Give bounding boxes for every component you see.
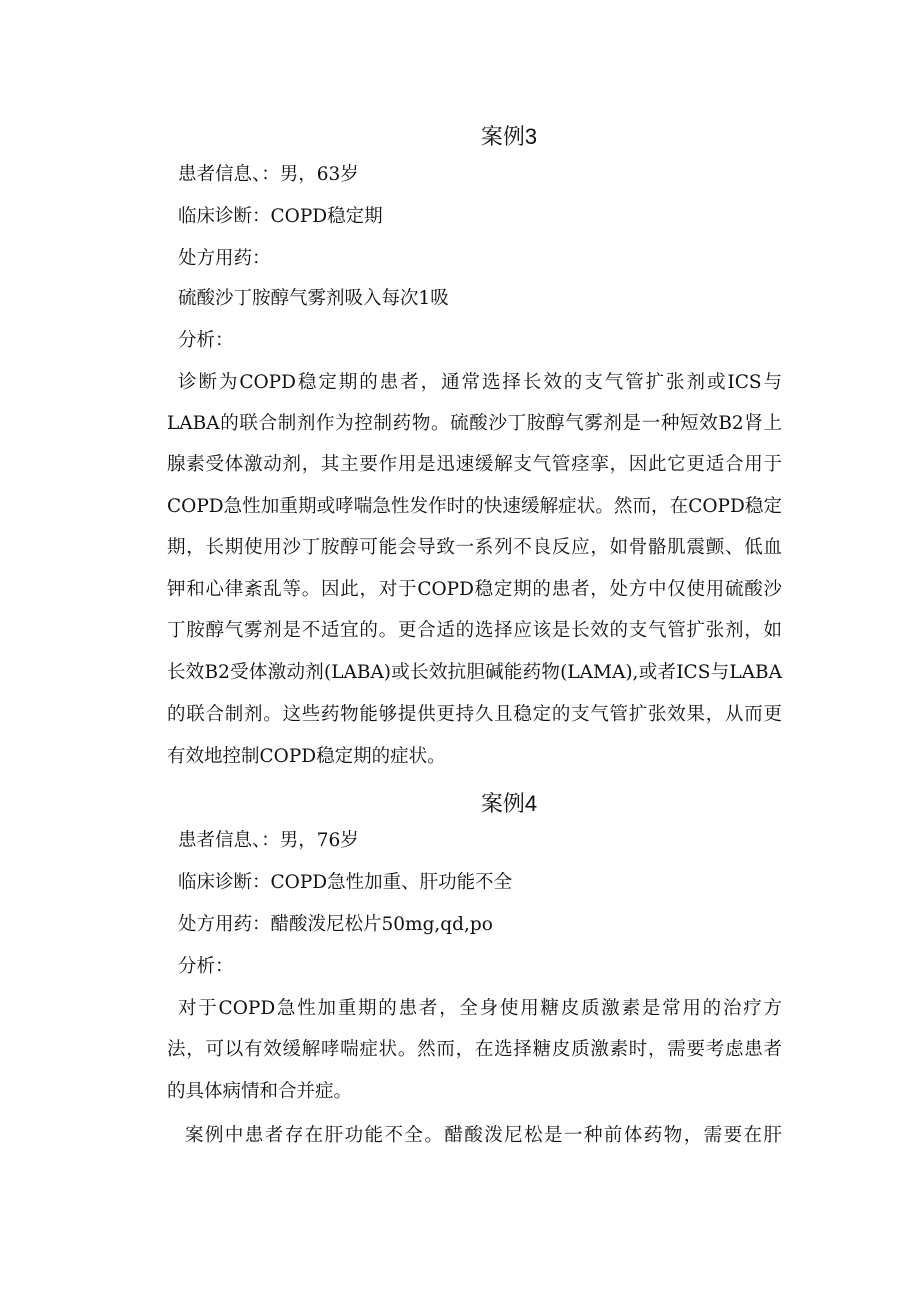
case3-analysis-line: 长效B2受体激动剂(LABA)或长效抗胆碱能药物(LAMA),或者ICS与LABA [167, 662, 782, 683]
case3-analysis-line: LABA的联合制剂作为控制药物。硫酸沙丁胺醇气雾剂是一种短效B2肾上 [167, 413, 782, 434]
case3-analysis-label: 分析： [178, 330, 234, 351]
case3-analysis-line: 丁胺醇气雾剂是不适宜的。更合适的选择应该是长效的支气管扩张剂，如 [167, 620, 782, 641]
case3-analysis-line: 期，长期使用沙丁胺醇可能会导致一系列不良反应，如骨骼肌震颤、低血 [167, 537, 782, 558]
case3-analysis-line: 有效地控制COPD稳定期的症状。 [167, 746, 446, 767]
case4-title: 案例4 [480, 791, 538, 816]
case3-analysis-line: 诊断为COPD稳定期的患者，通常选择长效的支气管扩张剂或ICS与 [178, 372, 782, 393]
case4-diagnosis: 临床诊断：COPD急性加重、肝功能不全 [178, 872, 513, 893]
case4-patient: 患者信息、：男，76岁 [178, 830, 359, 851]
case3-title: 案例3 [480, 124, 538, 149]
case4-analysis-line: 案例中患者存在肝功能不全。醋酸泼尼松是一种前体药物，需要在肝 [185, 1125, 782, 1146]
case3-diagnosis: 临床诊断：COPD稳定期 [178, 206, 383, 227]
case4-analysis-line: 的具体病情和合并症。 [167, 1081, 353, 1102]
case4-analysis-line: 法，可以有效缓解哮喘症状。然而，在选择糖皮质激素时，需要考虑患者 [167, 1039, 782, 1060]
case3-analysis-line: 钾和心律紊乱等。因此，对于COPD稳定期的患者，处方中仅使用硫酸沙 [167, 579, 782, 600]
case3-analysis-line: COPD急性加重期或哮喘急性发作时的快速缓解症状。然而，在COPD稳定 [167, 496, 782, 517]
case3-prescription-label: 处方用药： [178, 248, 271, 269]
case3-analysis-line: 腺素受体激动剂，其主要作用是迅速缓解支气管痉挛，因此它更适合用于 [167, 454, 782, 475]
case3-patient: 患者信息、：男，63岁 [178, 164, 359, 185]
case3-prescription: 硫酸沙丁胺醇气雾剂吸入每次1吸 [178, 288, 449, 309]
case3-analysis-line: 的联合制剂。这些药物能够提供更持久且稳定的支气管扩张效果，从而更 [167, 704, 782, 725]
case4-analysis-line: 对于COPD急性加重期的患者，全身使用糖皮质激素是常用的治疗方 [178, 998, 782, 1019]
case4-prescription: 处方用药：醋酸泼尼松片50mg,qd,po [178, 914, 493, 935]
case4-analysis-label: 分析： [178, 956, 234, 977]
